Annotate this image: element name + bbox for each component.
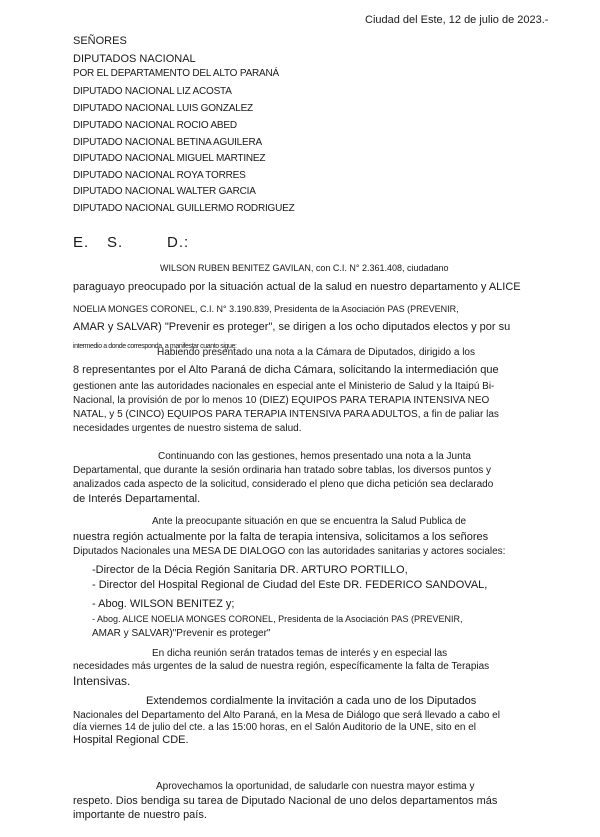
closing-line: Aprovechamos la oportunidad, de saludarle con nuestra mayor estima y [156, 781, 475, 792]
paragraph5-line: día viernes 14 de julio del cte. a las 15:00 horas, en el Salón Auditorio de la UNE, sito en el [73, 722, 477, 733]
recipient-line: DIPUTADO NACIONAL ROCIO ABED [73, 120, 237, 131]
paragraph5-line: Extendemos cordialmente la invitación a cada uno de los Diputados [146, 695, 477, 707]
paragraph1-line: 8 representantes por el Alto Paraná de dicha Cámara, solicitando la intermediación que [73, 364, 499, 376]
intro-line: NOELIA MONGES CORONEL, C.I. N° 3.190.839, Presidenta de la Asociación PAS (PREVENIR, [73, 304, 459, 314]
paragraph3-line: Ante la preocupante situación en que se encuentra la Salud Publica de [152, 516, 467, 527]
closing-line: respeto. Dios bendiga su tarea de Diputado Nacional de uno delos departamentos más [73, 795, 498, 807]
paragraph3-line: nuestra región actualmente por la falta de terapia intensiva, solicitamos a los señores [73, 531, 489, 543]
recipient-line: DIPUTADO NACIONAL ROYA TORRES [73, 170, 246, 181]
recipient-line: DIPUTADO NACIONAL MIGUEL MARTINEZ [73, 153, 266, 164]
recipient-line: DIPUTADO NACIONAL LIZ ACOSTA [73, 86, 232, 97]
paragraph4-line: necesidades más urgentes de la salud de nuestra región, específicamente la falta de Terapias [73, 661, 490, 672]
intro-line: paraguayo preocupado por la situación actual de la salud en nuestro departamento y ALICE [73, 281, 521, 293]
esd-heading [73, 234, 189, 251]
paragraph2-line: de Interés Departamental. [73, 493, 201, 505]
esd-e: E. [73, 234, 90, 251]
paragraph3-line: Diputados Nacionales una MESA DE DIALOGO con las autoridades sanitarias y actores sociales: [73, 546, 506, 557]
esd-d: D.: [167, 234, 190, 251]
paragraph2-line: Departamental, que durante la sesión ordinaria han tratado sobre tablas, los diversos puntos y [73, 465, 492, 476]
intro-line: intermedio a donde corresponda, a manifestar cuanto sigue: [73, 343, 237, 350]
recipient-line: DIPUTADO NACIONAL GUILLERMO RODRIGUEZ [73, 203, 295, 214]
paragraph4-line: En dicha reunión serán tratados temas de interés y en especial las [152, 648, 448, 659]
date-line: Ciudad del Este, 12 de julio de 2023.- [365, 14, 549, 26]
paragraph5-line: Hospital Regional CDE. [73, 734, 189, 746]
list-item: -Director de la Décia Región Sanitaria DR. ARTURO PORTILLO, [92, 564, 408, 576]
paragraph1-line: necesidades urgentes de nuestro sistema de salud. [73, 423, 302, 434]
salutation: SEÑORES [73, 35, 127, 47]
paragraph5-line: Nacionales del Departamento del Alto Paraná, en la Mesa de Diálogo que será llevado a cabo el [73, 710, 500, 721]
paragraph1-line: NATAL, y 5 (CINCO) EQUIPOS PARA TERAPIA INTENSIVA PARA ADULTOS, a fin de paliar las [73, 409, 499, 420]
list-item: - Director del Hospital Regional de Ciudad del Este DR. FEDERICO SANDOVAL, [92, 579, 488, 591]
paragraph4-line: Intensivas. [73, 674, 131, 688]
paragraph1-line: Habiendo presentado una nota a la Cámara de Diputados, dirigido a los [157, 347, 475, 358]
recipient-line: DIPUTADO NACIONAL WALTER GARCIA [73, 186, 256, 197]
list-item: - Abog. ALICE NOELIA MONGES CORONEL, Presidenta de la Asociación PAS (PREVENIR, [92, 614, 463, 624]
paragraph2-line: Continuando con las gestiones, hemos presentado una nota a la Junta [158, 451, 471, 462]
paragraph1-line: Nacional, la provisión de por lo menos 10 (DIEZ) EQUIPOS PARA TERAPIA INTENSIVA NEO [73, 395, 490, 406]
list-item: - Abog. WILSON BENITEZ y; [92, 598, 235, 610]
recipient-line: POR EL DEPARTAMENTO DEL ALTO PARANÁ [73, 68, 280, 79]
intro-line: WILSON RUBEN BENITEZ GAVILAN, con C.I. N° 2.361.408, ciudadano [160, 263, 449, 273]
recipient-line: DIPUTADOS NACIONAL [73, 53, 196, 65]
esd-s: S. [107, 234, 124, 251]
paragraph2-line: analizados cada aspecto de la solicitud, considerado el pleno que dicha petición sea declarado [73, 479, 494, 490]
closing-line: importante de nuestro país. [73, 809, 207, 821]
recipient-line: DIPUTADO NACIONAL BETINA AGUILERA [73, 137, 263, 148]
paragraph1-line: gestionen ante las autoridades nacionales en especial ante el Ministerio de Salud y la Itaipú Bi- [73, 381, 495, 392]
list-item: AMAR y SALVAR)"Prevenir es proteger" [92, 628, 271, 639]
intro-line: AMAR y SALVAR) "Prevenir es proteger", se dirigen a los ocho diputados electos y por su [73, 321, 511, 333]
recipient-line: DIPUTADO NACIONAL LUIS GONZALEZ [73, 103, 253, 114]
